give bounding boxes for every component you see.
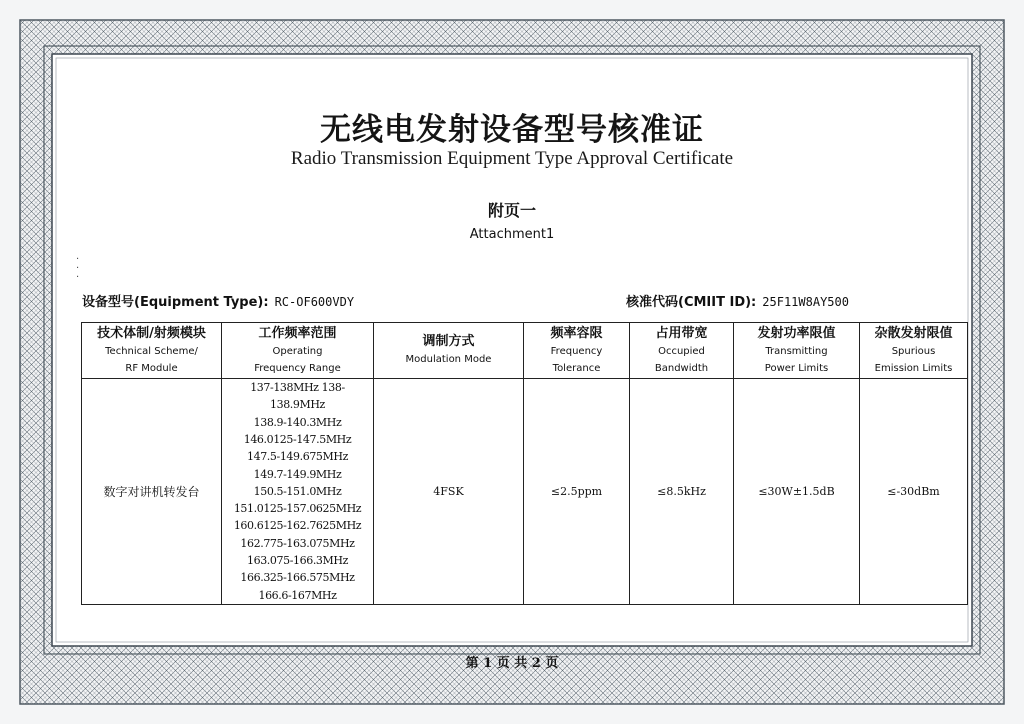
table-header-row [82,323,968,379]
frequency-line: 166.6-167MHz [258,588,337,602]
attachment-title-cn: 附页一 [487,201,536,220]
header-spurious-emission: 杂散发射限值 Spurious Emission Limits [860,323,968,379]
frequency-line: 147.5-149.675MHz [247,450,348,464]
header-technical-scheme: 技术体制/射频模块 Technical Scheme/ RF Module [82,323,222,379]
attachment-title-en: Attachment1 [469,227,555,242]
equipment-type-label: 设备型号(Equipment Type): [82,295,269,310]
frequency-line: 162.775-163.075MHz [240,536,355,550]
frequency-line: 138.9MHz [270,398,325,412]
frequency-line: 163.075-166.3MHz [247,554,348,568]
cell-occupied-bandwidth: ≤8.5kHz [630,379,734,605]
header-transmitting-power: 发射功率限值 Transmitting Power Limits [734,323,860,379]
cmiit-id-label: 核准代码(CMIIT ID): [626,295,757,310]
frequency-line: 149.7-149.9MHz [253,467,342,481]
certificate-title-en: Radio Transmission Equipment Type Approval Certificate [290,148,734,169]
equipment-type-value: RC-OF600VDY [274,295,355,309]
header-modulation-mode: 调制方式 Modulation Mode [374,323,524,379]
frequency-line: 146.0125-147.5MHz [243,432,352,446]
cell-spurious-emission: ≤-30dBm [860,379,968,605]
header-occupied-bandwidth: 占用带宽 Occupied Bandwidth [630,323,734,379]
frequency-line: 151.0125-157.0625MHz [233,502,362,516]
page-number: 第 1 页 共 2 页 [465,656,559,671]
cmiit-id [626,291,849,310]
frequency-line: 166.325-166.575MHz [240,571,355,585]
cell-frequency-tolerance: ≤2.5ppm [524,379,630,605]
frequency-line: 150.5-151.0MHz [253,484,342,498]
frequency-line: 160.6125-162.7625MHz [233,519,362,533]
frequency-line: 138.9-140.3MHz [253,415,342,429]
cell-modulation-mode: 4FSK [374,379,524,605]
cmiit-id-value: 25F11W8AY500 [762,295,849,309]
cell-frequency-range [222,379,374,605]
table-row [82,379,968,605]
approval-spec-table [81,322,968,605]
frequency-line: 137-138MHz 138- [250,381,345,395]
side-dot-mark: · · · [76,254,80,283]
cell-technical-scheme: 数字对讲机转发台 [82,379,222,605]
certificate-title-cn: 无线电发射设备型号核准证 [320,112,704,148]
header-operating-frequency: 工作频率范围 Operating Frequency Range [222,323,374,379]
header-frequency-tolerance: 频率容限 Frequency Tolerance [524,323,630,379]
equipment-type [82,291,354,310]
cell-transmitting-power: ≤30W±1.5dB [734,379,860,605]
